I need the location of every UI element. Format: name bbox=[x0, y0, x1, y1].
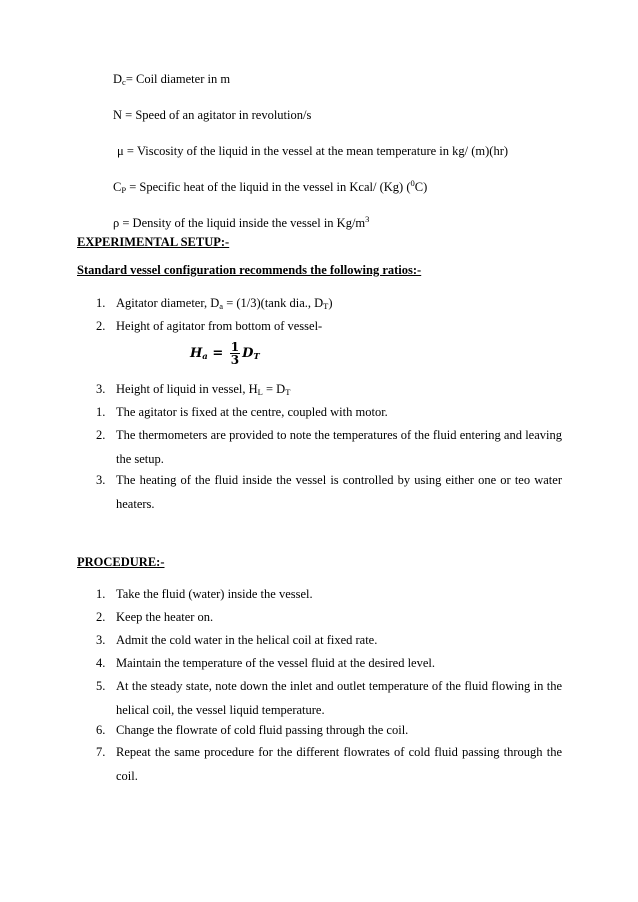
symbol: C bbox=[113, 180, 122, 194]
procedure-step: Keep the heater on. bbox=[116, 610, 214, 624]
superscript: 3 bbox=[365, 214, 370, 224]
fraction-denominator: 3 bbox=[230, 353, 240, 367]
definition-text: ρ = Density of the liquid inside the vessel in Kg/m bbox=[113, 216, 366, 230]
formula-fraction bbox=[230, 341, 240, 366]
setup-subheading: Standard vessel configuration recommends the following ratios:- bbox=[77, 263, 422, 277]
procedure-step: Change the flowrate of cold fluid passing through the coil. bbox=[116, 723, 409, 737]
ratio-number: 1. bbox=[96, 296, 106, 310]
note-number: 1. bbox=[96, 405, 106, 419]
definition-text: = Specific heat of the liquid in the vessel in Kcal/ (Kg) ( bbox=[126, 180, 411, 194]
procedure-step: Maintain the temperature of the vessel fluid at the desired level. bbox=[116, 656, 435, 670]
ratio-text: = D bbox=[262, 382, 286, 396]
subscript: a bbox=[202, 352, 208, 362]
definition-viscosity bbox=[117, 143, 508, 159]
procedure-step: Admit the cold water in the helical coil at fixed rate. bbox=[116, 633, 378, 647]
formula-equals: = bbox=[207, 346, 228, 361]
ratio-liquid-height bbox=[116, 381, 562, 397]
ratio-number: 3. bbox=[96, 382, 106, 396]
subscript: T bbox=[323, 301, 329, 311]
step-number: 7. bbox=[96, 745, 106, 759]
definition-text: = Coil diameter in m bbox=[125, 72, 231, 86]
setup-note: The thermometers are provided to note the temperatures of the fluid entering and leaving the setup. bbox=[116, 428, 562, 466]
formula-lhs: H bbox=[190, 346, 203, 361]
subscript: c bbox=[122, 77, 126, 87]
step-number: 4. bbox=[96, 656, 106, 670]
note-number: 2. bbox=[96, 428, 106, 442]
setup-note: The agitator is fixed at the centre, coupled with motor. bbox=[116, 405, 388, 419]
step-number: 5. bbox=[96, 679, 106, 693]
note-number: 3. bbox=[96, 473, 106, 487]
subscript: T bbox=[253, 352, 260, 362]
formula-rhs: D bbox=[242, 346, 254, 361]
procedure-step: Take the fluid (water) inside the vessel. bbox=[116, 587, 313, 601]
step-number: 1. bbox=[96, 587, 106, 601]
step-number: 3. bbox=[96, 633, 106, 647]
ratio-text: = (1/3)(tank dia., D bbox=[223, 296, 324, 310]
procedure-step: At the steady state, note down the inlet and outlet temperature of the fluid flowing in the helical coil, the vessel liquid temperature. bbox=[116, 679, 562, 717]
superscript: 0 bbox=[410, 178, 415, 188]
ratio-agitator-height: Height of agitator from bottom of vessel- bbox=[116, 319, 323, 333]
definition-text: μ = Viscosity of the liquid in the vessel at the mean temperature in kg/ (m)(hr) bbox=[117, 144, 509, 158]
ratio-text: ) bbox=[328, 296, 333, 310]
definition-density bbox=[113, 215, 369, 231]
setup-heading: EXPERIMENTAL SETUP:- bbox=[77, 235, 230, 249]
definition-agitator-speed bbox=[113, 107, 311, 123]
ratio-text: Height of liquid in vessel, H bbox=[116, 382, 258, 396]
definition-coil-diameter bbox=[113, 71, 230, 87]
symbol: D bbox=[113, 72, 123, 86]
fraction-numerator: 1 bbox=[230, 340, 240, 354]
definition-specific-heat bbox=[113, 179, 427, 195]
definition-text: N = Speed of an agitator in revolution/s bbox=[113, 108, 312, 122]
procedure-step: Repeat the same procedure for the different flowrates of cold fluid passing through the coil. bbox=[116, 745, 562, 783]
agitator-height-formula bbox=[190, 341, 260, 366]
definition-text-end: C) bbox=[414, 180, 428, 194]
subscript: T bbox=[285, 387, 291, 397]
subscript: L bbox=[257, 387, 263, 397]
step-number: 2. bbox=[96, 610, 106, 624]
step-number: 6. bbox=[96, 723, 106, 737]
ratio-number: 2. bbox=[96, 319, 106, 333]
ratio-text: Agitator diameter, D bbox=[116, 296, 220, 310]
procedure-heading: PROCEDURE:- bbox=[77, 555, 165, 569]
ratio-agitator-diameter bbox=[116, 295, 562, 311]
subscript: a bbox=[219, 301, 224, 311]
setup-note: The heating of the fluid inside the vessel is controlled by using either one or teo water heaters. bbox=[116, 473, 562, 511]
subscript: P bbox=[121, 185, 127, 195]
